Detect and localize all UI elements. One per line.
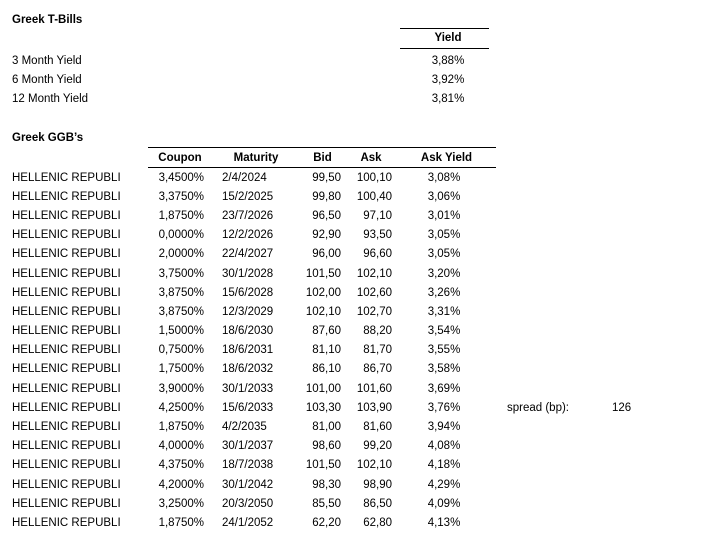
ggb-bond-row — [0, 245, 496, 264]
ggb-cell-maturity: 18/6/2031 — [222, 344, 274, 357]
ggb-cell-coupon: 3,7500% — [158, 267, 204, 280]
ggb-cell-issuer: HELLENIC REPUBLI — [12, 478, 121, 491]
ggb-cell-ask-yield: 4,08% — [427, 440, 461, 453]
ggb-bond-row — [0, 302, 496, 321]
ggb-bond-row — [0, 360, 496, 379]
ggb-cell-maturity: 18/6/2032 — [222, 363, 274, 376]
ggb-cell-ask: 102,70 — [356, 305, 392, 318]
ggb-cell-ask-yield: 3,55% — [427, 344, 461, 357]
ggb-cell-bid: 98,30 — [312, 478, 341, 491]
ggb-cell-coupon: 1,8750% — [158, 421, 204, 434]
ggb-cell-bid: 99,50 — [312, 171, 341, 184]
ggb-cell-maturity: 12/3/2029 — [222, 305, 274, 318]
ggb-bond-row — [0, 494, 496, 513]
ggb-bond-row — [0, 322, 496, 341]
ggb-cell-issuer: HELLENIC REPUBLI — [12, 305, 121, 318]
ggb-cell-issuer: HELLENIC REPUBLI — [12, 497, 121, 510]
ggb-cell-coupon: 0,7500% — [158, 344, 204, 357]
tbills-yield-column-header: Yield — [400, 28, 489, 49]
ggb-bond-row — [0, 437, 496, 456]
ggb-cell-issuer: HELLENIC REPUBLI — [12, 209, 121, 222]
ggb-cell-maturity: 15/2/2025 — [222, 190, 274, 203]
ggb-cell-issuer: HELLENIC REPUBLI — [12, 325, 121, 338]
ggb-cell-issuer: HELLENIC REPUBLI — [12, 363, 121, 376]
ggb-cell-ask: 102,10 — [356, 459, 392, 472]
ggb-cell-issuer: HELLENIC REPUBLI — [12, 248, 121, 261]
ggb-cell-ask: 88,20 — [363, 325, 392, 338]
ggb-cell-ask: 93,50 — [363, 229, 392, 242]
ggb-cell-maturity: 18/7/2038 — [222, 459, 274, 472]
ggb-bond-row — [0, 264, 496, 283]
ggb-cell-ask-yield: 3,31% — [427, 305, 461, 318]
ggb-bond-row — [0, 226, 496, 245]
ggb-cell-maturity: 30/1/2028 — [222, 267, 274, 280]
ggb-cell-coupon: 4,3750% — [158, 459, 204, 472]
ggb-bond-row — [0, 475, 496, 494]
ggb-cell-ask-yield: 3,01% — [427, 209, 461, 222]
ggb-header-maturity: Maturity — [233, 151, 279, 164]
ggb-bond-row — [0, 417, 496, 436]
ggb-cell-coupon: 1,5000% — [158, 325, 204, 338]
tbill-row — [0, 70, 489, 89]
ggb-cell-ask-yield: 3,26% — [427, 286, 461, 299]
tbill-row-label: 3 Month Yield — [12, 54, 82, 67]
ggb-cell-bid: 87,60 — [312, 325, 341, 338]
ggb-cell-issuer: HELLENIC REPUBLI — [12, 516, 121, 529]
ggb-cell-ask: 98,90 — [363, 478, 392, 491]
tbills-rows — [0, 51, 489, 109]
ggb-cell-coupon: 3,3750% — [158, 190, 204, 203]
ggb-cell-coupon: 3,9000% — [158, 382, 204, 395]
ggb-cell-issuer: HELLENIC REPUBLI — [12, 267, 121, 280]
ggb-cell-maturity: 12/2/2026 — [222, 229, 274, 242]
ggb-cell-coupon: 1,8750% — [158, 516, 204, 529]
ggb-cell-bid: 96,00 — [312, 248, 341, 261]
ggb-cell-bid: 102,00 — [305, 286, 341, 299]
ggb-cell-coupon: 1,8750% — [158, 209, 204, 222]
ggb-rows — [0, 168, 496, 533]
ggb-cell-ask: 99,20 — [363, 440, 392, 453]
ggb-header-bid: Bid — [313, 151, 332, 164]
ggb-cell-bid: 81,00 — [312, 421, 341, 434]
ggb-bond-row — [0, 513, 496, 532]
ggb-cell-coupon: 3,2500% — [158, 497, 204, 510]
ggb-cell-coupon: 1,7500% — [158, 363, 204, 376]
ggb-cell-bid: 99,80 — [312, 190, 341, 203]
ggb-cell-ask: 102,10 — [356, 267, 392, 280]
ggb-cell-ask: 62,80 — [363, 516, 392, 529]
ggb-cell-ask-yield: 3,08% — [427, 171, 461, 184]
ggb-cell-issuer: HELLENIC REPUBLI — [12, 344, 121, 357]
ggb-bond-row — [0, 398, 496, 417]
ggb-cell-coupon: 2,0000% — [158, 248, 204, 261]
ggb-cell-ask: 100,10 — [356, 171, 392, 184]
ggb-cell-ask-yield: 3,54% — [427, 325, 461, 338]
ggb-cell-ask: 102,60 — [356, 286, 392, 299]
ggb-cell-ask: 86,70 — [363, 363, 392, 376]
ggb-cell-ask: 81,60 — [363, 421, 392, 434]
ggb-cell-ask: 101,60 — [356, 382, 392, 395]
ggb-cell-bid: 86,10 — [312, 363, 341, 376]
ggb-cell-coupon: 3,8750% — [158, 305, 204, 318]
ggb-section-title: Greek GGB’s — [12, 131, 84, 144]
ggb-cell-ask-yield: 3,05% — [427, 229, 461, 242]
ggb-cell-issuer: HELLENIC REPUBLI — [12, 190, 121, 203]
tbill-row — [0, 51, 489, 70]
ggb-cell-coupon: 3,4500% — [158, 171, 204, 184]
ggb-cell-issuer: HELLENIC REPUBLI — [12, 229, 121, 242]
ggb-cell-issuer: HELLENIC REPUBLI — [12, 382, 121, 395]
spread-label: spread (bp): — [507, 402, 570, 414]
tbill-row-yield-value: 3,81% — [431, 92, 465, 105]
ggb-cell-bid: 103,30 — [305, 401, 341, 414]
ggb-cell-coupon: 4,2500% — [158, 401, 204, 414]
ggb-cell-ask-yield: 3,06% — [427, 190, 461, 203]
ggb-cell-issuer: HELLENIC REPUBLI — [12, 459, 121, 472]
ggb-cell-bid: 101,00 — [305, 382, 341, 395]
ggb-cell-maturity: 22/4/2027 — [222, 248, 274, 261]
ggb-cell-ask: 96,60 — [363, 248, 392, 261]
ggb-cell-ask-yield: 3,58% — [427, 363, 461, 376]
ggb-bond-row — [0, 283, 496, 302]
ggb-cell-ask: 100,40 — [356, 190, 392, 203]
ggb-cell-maturity: 2/4/2024 — [222, 171, 267, 184]
ggb-cell-bid: 62,20 — [312, 516, 341, 529]
ggb-cell-maturity: 15/6/2028 — [222, 286, 274, 299]
ggb-cell-ask-yield: 4,18% — [427, 459, 461, 472]
ggb-cell-ask-yield: 4,09% — [427, 497, 461, 510]
tbill-row-yield-value: 3,92% — [431, 73, 465, 86]
ggb-bond-row — [0, 168, 496, 187]
ggb-cell-coupon: 4,2000% — [158, 478, 204, 491]
ggb-cell-maturity: 4/2/2035 — [222, 421, 267, 434]
ggb-header-ask-yield: Ask Yield — [420, 151, 473, 164]
ggb-bond-row — [0, 341, 496, 360]
spread-value: 126 — [612, 402, 632, 414]
ggb-cell-ask-yield: 3,69% — [427, 382, 461, 395]
ggb-cell-maturity: 24/1/2052 — [222, 516, 274, 529]
ggb-cell-maturity: 15/6/2033 — [222, 401, 274, 414]
ggb-cell-bid: 92,90 — [312, 229, 341, 242]
ggb-cell-ask: 103,90 — [356, 401, 392, 414]
tbill-row — [0, 89, 489, 108]
ggb-cell-coupon: 0,0000% — [158, 229, 204, 242]
ggb-cell-bid: 96,50 — [312, 209, 341, 222]
ggb-cell-maturity: 30/1/2033 — [222, 382, 274, 395]
tbill-row-label: 12 Month Yield — [12, 92, 89, 105]
tbill-row-yield-value: 3,88% — [431, 54, 465, 67]
ggb-cell-bid: 85,50 — [312, 497, 341, 510]
ggb-cell-maturity: 30/1/2042 — [222, 478, 274, 491]
ggb-cell-ask-yield: 3,05% — [427, 248, 461, 261]
ggb-cell-bid: 102,10 — [305, 305, 341, 318]
ggb-cell-bid: 101,50 — [305, 459, 341, 472]
ggb-cell-maturity: 18/6/2030 — [222, 325, 274, 338]
ggb-cell-bid: 101,50 — [305, 267, 341, 280]
ggb-bond-row — [0, 206, 496, 225]
ggb-cell-ask-yield: 3,20% — [427, 267, 461, 280]
ggb-cell-issuer: HELLENIC REPUBLI — [12, 171, 121, 184]
tbills-section-title: Greek T-Bills — [12, 14, 83, 26]
ggb-cell-maturity: 23/7/2026 — [222, 209, 274, 222]
ggb-bond-row — [0, 379, 496, 398]
ggb-cell-ask-yield: 3,76% — [427, 401, 461, 414]
ggb-cell-ask-yield: 4,13% — [427, 516, 461, 529]
ggb-cell-bid: 81,10 — [312, 344, 341, 357]
ggb-cell-ask: 97,10 — [363, 209, 392, 222]
ggb-cell-issuer: HELLENIC REPUBLI — [12, 421, 121, 434]
ggb-cell-ask: 81,70 — [363, 344, 392, 357]
ggb-cell-bid: 98,60 — [312, 440, 341, 453]
ggb-cell-issuer: HELLENIC REPUBLI — [12, 401, 121, 414]
ggb-cell-issuer: HELLENIC REPUBLI — [12, 286, 121, 299]
ggb-cell-ask-yield: 3,94% — [427, 421, 461, 434]
tbill-row-label: 6 Month Yield — [12, 73, 82, 86]
ggb-cell-maturity: 20/3/2050 — [222, 497, 274, 510]
ggb-header-row — [148, 147, 496, 168]
ggb-cell-issuer: HELLENIC REPUBLI — [12, 440, 121, 453]
ggb-cell-ask: 86,50 — [363, 497, 392, 510]
ggb-cell-coupon: 3,8750% — [158, 286, 204, 299]
ggb-bond-row — [0, 187, 496, 206]
ggb-header-ask: Ask — [360, 151, 382, 164]
ggb-header-coupon: Coupon — [158, 151, 202, 164]
ggb-cell-maturity: 30/1/2037 — [222, 440, 274, 453]
ggb-bond-row — [0, 456, 496, 475]
ggb-cell-ask-yield: 4,29% — [427, 478, 461, 491]
ggb-cell-coupon: 4,0000% — [158, 440, 204, 453]
